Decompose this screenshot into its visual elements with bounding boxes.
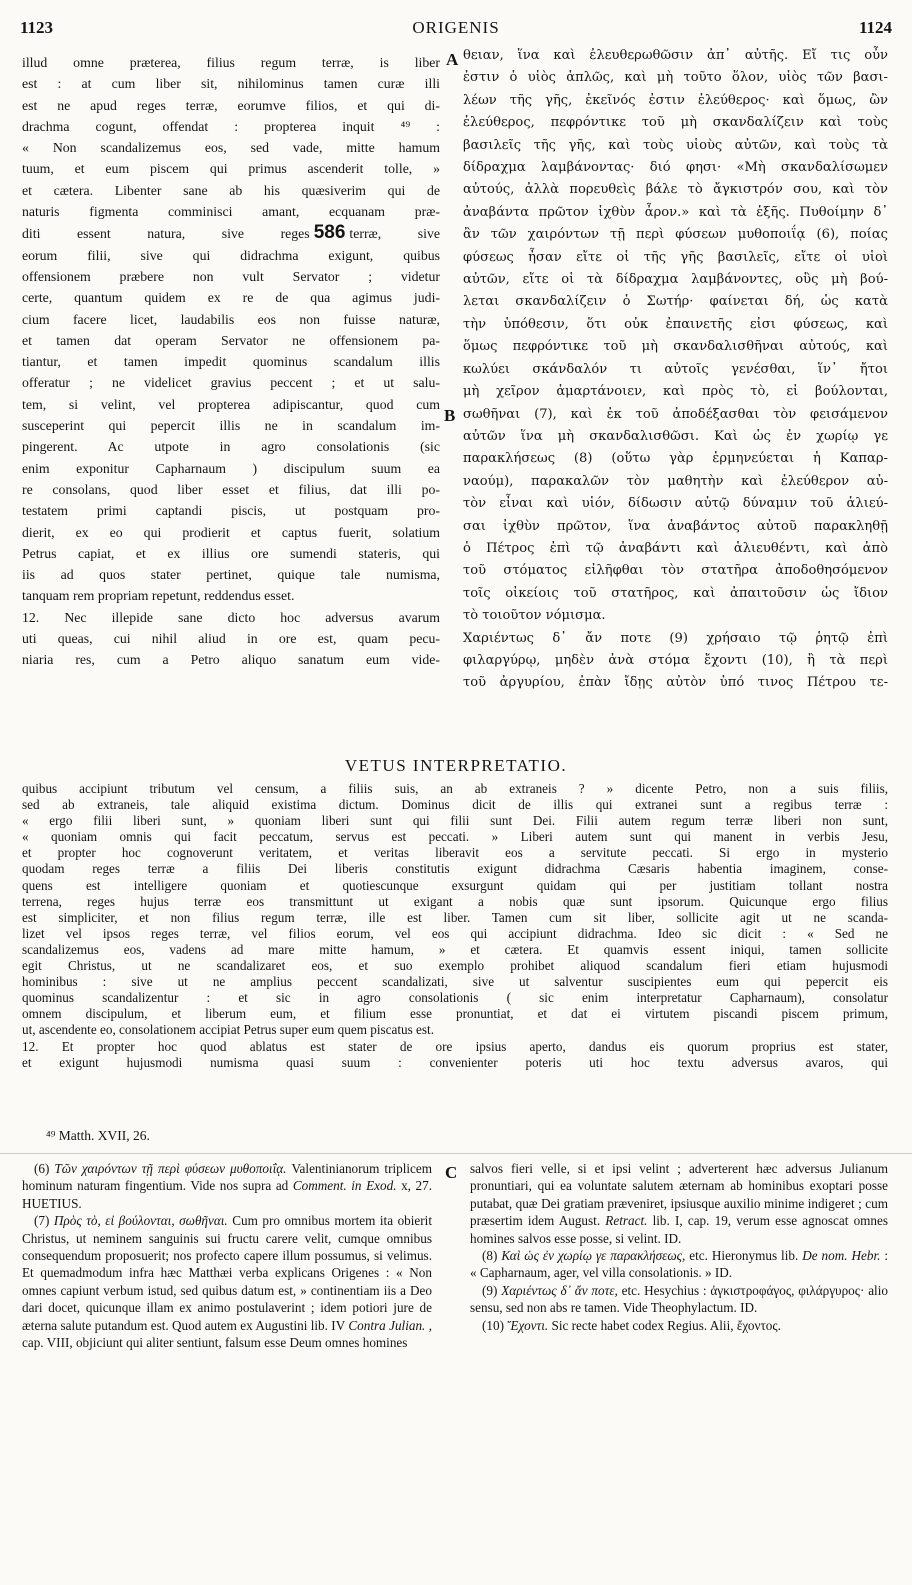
vetus-line: omnem discipulum, et liberum eum, et filium esse pronuntiat, et dat ei virtutem piscandi piscem primum,	[22, 1006, 888, 1022]
latin-line: cium facere licet, laudabilis eos non fuisse naturæ,	[22, 311, 440, 327]
greek-line: ἀναβάντα πρῶτον ἰχθὺν ἆρον.» καὶ τὰ ἑξῆς. Πυθοίμην δ᾽	[463, 204, 888, 220]
vetus-line: et exigunt hujusmodi numisma quasi suum : convenienter poteris uti hoc textu adversus avaros, qui	[22, 1054, 888, 1070]
latin-translation-column	[22, 52, 440, 671]
note-italic: Καὶ ὡς ἐν χωρίῳ γε παρακλήσεως,	[501, 1248, 686, 1264]
greek-line: σωθῆναι (7), καὶ ἐκ τοῦ ἀποδέξασθαι τὸν φεισάμενον	[463, 406, 888, 422]
greek-line: αὐτῶν ἵνα μὴ σκανδαλισθῶσι. Καὶ ὡς ἐν χωρίῳ γε	[463, 428, 888, 444]
greek-line: ἐστιν ὁ υἱὸς ἁπλῶς, καὶ μὴ τοῦτο ὅλον, υἱὸς τῶν βασι-	[463, 70, 888, 86]
editorial-note	[22, 1212, 432, 1351]
note-italic: Ἔχοντι.	[507, 1317, 549, 1333]
vetus-line: quodam reges terræ a filiis Dei liberis constitutis exigunt didrachma Cæsaris habentia imaginem, conse-	[22, 861, 888, 877]
greek-line: λεται σκανδαλίζειν ὁ Σωτήρ· φαίνεται δή, ὡς κατὰ	[463, 294, 888, 310]
note-italic2: Comment. in Exod.	[292, 1178, 397, 1194]
right-column-number: 1124	[858, 18, 892, 37]
vetus-line: quibus accipiunt tributum vel censum, a filiis suis, an ab extraneis ? » dicente Petro, non a suis filiis,	[22, 781, 888, 796]
inline-column-number: 586	[313, 222, 346, 244]
running-title: ORIGENIS	[412, 18, 500, 37]
latin-line: re consolans, quod liber esset et filius, dat illi po-	[22, 481, 440, 497]
divider-rule	[0, 1153, 912, 1154]
note-text2: : « Capharnaum, ager, vel villa consolationis. » ID.	[470, 1248, 889, 1281]
greek-line: αὐτούς, ἀλλὰ πορευθεὶς βάλε τὸ ἄγκιστρόν σου, καὶ τὸν	[463, 182, 888, 198]
latin-line: uti queas, cui nihil aliud in ore est, quam pecu-	[22, 631, 440, 647]
vetus-line: sed ab extraneis, tale aliquid existima dictum. Dominus dicit de illis qui extranei sunt a regibus terræ :	[22, 797, 888, 813]
note-label: (10)	[482, 1317, 504, 1333]
vetus-line: et propter hoc cognoverunt veritatem, et veritas liberavit eos a servitute peccati. Si ergo in mysterio	[22, 845, 888, 861]
latin-line: tuum, et eum piscem qui primus ascenderit tolle, »	[22, 161, 440, 177]
greek-line: κωλύει σκάνδαλόν τι αὐτοῖς γενέσθαι, ἵν᾽ ἤτοι	[463, 361, 888, 377]
greek-line: τὸ τοιοῦτον νόμισμα.	[463, 608, 606, 624]
greek-line: τοῦ ἀργυρίου, ἐπὰν ἴδῃς αὐτὸν ὑπό τινος Πέτρου τε-	[463, 675, 888, 691]
notes-left-column	[22, 1160, 432, 1351]
greek-line: φιλαργύρῳ, μηδὲν ἀνὰ στόμα ἔχοντι (10), ἢ τὰ περὶ	[463, 652, 888, 668]
text-line-with-column-number	[22, 222, 440, 244]
note-text: etc. Hieronymus lib.	[689, 1248, 799, 1264]
note-italic: Πρὸς τὸ, εἰ βούλονται, σωθῆναι.	[53, 1213, 228, 1229]
greek-line: τοῦ στόματος εἰλῆφθαι τὸν στατῆρα ἀποδοθησόμενον	[463, 563, 888, 579]
greek-line: μὴ χεῖρον ἁμαρτάνοιεν, καὶ πρὸς τὸ, εἰ βούλονται,	[463, 384, 888, 400]
greek-line: ὅμως πεφρόντικε τοῦ μὴ σκανδαλισθῆναι αὐτούς, καὶ	[463, 339, 888, 355]
vetus-line: hominibus : sive ut ne amplius peccent scandalizati, sive ut salventur suscipientes eum qui pepercit eis	[22, 974, 888, 990]
note-text: Sic recte habet codex Regius. Alii, ἔχοντος.	[551, 1317, 781, 1333]
latin-line: niaria res, cum a Petro aliquo sanatum eum vide-	[22, 652, 440, 668]
latin-line: certe, quantum quidem ex re de qua agimus judi-	[22, 290, 440, 306]
greek-line: ἐλεύθερος, πεφρόντικε τοῦ μὴ σκανδαλίζειν καὶ τοὺς	[463, 115, 888, 131]
section-marker-b: B	[444, 406, 456, 425]
section-marker-a: A	[446, 50, 459, 69]
note-label: (8)	[482, 1248, 498, 1264]
greek-line: δίδραχμα λαμβάνοντας· διό φησι· «Μὴ σκανδαλίσωμεν	[463, 160, 888, 176]
note-label: (7)	[34, 1213, 50, 1229]
vetus-line: lizet vel ipsos reges terræ, vel filios eorum, vel eos qui accipiunt didrachma. Ideo sic dicit : « Sed ne	[22, 925, 888, 941]
greek-line: παρακλήσεως (8) (οὕτω γὰρ ἑρμηνεύεται ἡ Καπαρ-	[463, 451, 888, 467]
latin-line: susceperint qui pepercit illis ne in scandalum im-	[22, 418, 440, 434]
latin-line: offeratur ; ne videlicet gravius peccent ; et ut salu-	[22, 375, 440, 391]
editorial-note	[470, 1282, 888, 1317]
latin-line: est : at cum liber sit, nihilominus tamen curæ illi	[22, 76, 440, 92]
greek-line: τὸν εἶναι καὶ υἱόν, δίδωσιν αὐτῷ δύναμιν τοῦ ἁλιεύ-	[463, 496, 888, 512]
latin-line: illud omne præterea, filius regum terræ, is liber	[22, 55, 440, 70]
note-label: (6)	[34, 1161, 50, 1176]
editorial-note	[470, 1317, 888, 1334]
note-text: Valentinianorum triplicem hominum naturam fingentium. Vide nos supra ad	[22, 1161, 433, 1194]
editorial-note	[470, 1247, 888, 1282]
note-text: salvos fieri velle, si et ipsi velint ; adverterent hæc adversus Julianum pronuntiari, qui ea voluntate salutem æternam ab hominibus exoptari posse putabat, quæ Dei gratiam præveniret, ipsiusque auxilio minime indigeret ; cum præsertim idem August.	[470, 1161, 888, 1229]
note-italic: Τῶν χαιρόντων τῇ περὶ φύσεων μυθοποιΐᾳ.	[54, 1161, 287, 1176]
latin-line: Petrus capiat, et ex illius ore sumendi stateris, qui	[22, 545, 440, 561]
note-italic: Χαριέντως δ᾽ ἄν ποτε,	[501, 1282, 618, 1298]
greek-line: φύσεως ἦσαν εἴτε οἱ τῆς γῆς βασιλεῖς, εἴτε οἱ υἱοὶ	[463, 249, 888, 265]
note-italic2: Retract.	[605, 1213, 648, 1229]
greek-line: τὴν ὑπόθεσιν, ὅτι οὐκ ἐπαινετῆς εἰσι φύσεως, καὶ	[463, 316, 888, 332]
latin-line: naturis figmenta comminisci amant, ecquanam præ-	[22, 204, 440, 220]
greek-line: ἂν τῶν χαιρόντων τῇ περὶ φύσεων μυθοποιΐᾳ (6), ποίας	[463, 227, 888, 243]
latin-line: tiantur, et tamen impedit quominus scandalum illis	[22, 354, 440, 370]
latin-line: offensionem præbere non vult Servator ; videtur	[22, 268, 440, 284]
vetus-line: 12. Et propter hoc quod ablatus est stater de ore ipsius aperto, dandus eis quorum proprius est stater,	[22, 1038, 888, 1054]
text-fragment: diti essent natura, sive reges	[22, 226, 310, 242]
latin-line: et tamen dat operam Servator ne offensionem pa-	[22, 332, 440, 348]
greek-line: λέων τῆς γῆς, ἐκεῖνός ἐστιν ἐλεύθερος· καὶ ὅμως, ὢν	[463, 92, 888, 108]
latin-line: est ne apud reges terræ, eorumve filios, et qui di-	[22, 97, 440, 113]
greek-line: σαι ἰχθὺν πρῶτον, ἵνα ἀναβάντος αὐτοῦ παρακληθῇ	[463, 518, 888, 534]
vetus-line: est simpliciter, et non filius regum terræ, ille est liber. Tamen cum sit liber, sollicite agit ut ne scanda-	[22, 909, 888, 925]
vetus-interpretatio-heading: VETUS INTERPRETATIO.	[344, 756, 568, 775]
latin-line: testatem primi captandi piscis, ut postquam pro-	[22, 503, 440, 519]
latin-line: et cætera. Libenter sane ab his quæsiverim qui de	[22, 182, 440, 198]
note-text2: x, 27. HUETIUS.	[22, 1178, 433, 1211]
greek-line: θειαν, ἵνα καὶ ἐλευθερωθῶσιν ἀπ᾽ αὐτῆς. Εἴ τις οὖν	[463, 48, 888, 63]
vetus-line: egit Christus, ut ne scandalizaret eos, et suo exemplo prohibet aliquod scandalum fieri etiam hujusmodi	[22, 958, 888, 974]
note-text: Cum pro omnibus mortem ita obierit Christus, ut neminem sanguinis sui fructu carere velit, cumque omnibus consequendum proposuerit; nos profecto capere illum possumus, si velimus. Et quemadmodum infra hæc Matthæi verba explicans Origenes : « Non omnes capiunt verbum istud, sed quibus datum est, » continentiam iis a Deo dari docet, quicunque illam ex animo postulaverint ; idem potiori jure de æterna salute putandum est. Quod autem ex Augustini lib. IV	[22, 1213, 432, 1333]
latin-line: iis ad quos stater pertinet, quique tale numisma,	[22, 567, 440, 583]
editorial-note	[22, 1160, 432, 1212]
vetus-line: « ergo filii liberi sunt, » quoniam liberi sunt qui filii sunt Dei. Filii autem regum terræ liberi non sunt,	[22, 813, 888, 829]
greek-line: ναούμ), παρακαλῶν τὸν μαθητὴν καὶ ἐλεύθερον αὐ-	[463, 473, 888, 489]
vetus-line: « quoniam omnis qui facit peccatum, servus est peccati. » Liberi autem sunt qui manent in verbis Jesu,	[22, 829, 888, 845]
note-text2: , cap. VIII, objiciunt qui aliter sentiunt, falsum esse Deum omnes homines	[22, 1317, 433, 1351]
note-italic2: Contra Julian.	[348, 1317, 426, 1333]
left-column-number: 1123	[20, 18, 54, 37]
vetus-line: quens est intelligere quoniam et quotiescunque exsurgunt quidam qui per justitiam tollant nostra	[22, 877, 888, 893]
latin-line: pingerent. Ac utpote in agro consolationis (sic	[22, 439, 440, 455]
latin-line: dierit, ex eo qui prodierit et captus fuerit, solatium	[22, 524, 440, 540]
vetus-line: quominus scandalizentur : et sic in agro consolationis ( sic enim interpretatur Capharnaum), consolatur	[22, 990, 888, 1006]
notes-right-column	[470, 1160, 888, 1334]
note-italic2: De nom. Hebr.	[802, 1248, 881, 1264]
note-label: (9)	[482, 1282, 498, 1298]
latin-line: tanquam rem propriam repetunt, reddendus esset.	[22, 588, 295, 604]
greek-line: βασιλεῖς τῆς γῆς, καὶ τοὺς υἱοὺς αὐτῶν, καὶ τοὺς τὰ	[463, 137, 888, 153]
greek-line: αὐτῶν, εἴτε οἱ τὰ δίδραχμα λαμβάνοντες, οὓς μὴ βού-	[463, 272, 888, 288]
vetus-line: terrena, reges hujus terræ eos transmittunt ut exigant a nobis quæ sunt ipsorum. Quicunque ergo filius	[22, 893, 888, 909]
greek-text-column	[463, 45, 888, 695]
latin-line: enim exponitur Capharnaum ) discipulum suum ea	[22, 460, 440, 476]
note-text2: lib. I, cap. 19, verum esse agnoscat omnes homines salvos esse posse, si velint. ID.	[470, 1213, 888, 1246]
greek-line: τοῖς οἰκείοις τοῦ στατῆρος, καὶ ἀπαιτοῦσιν ὡς ἴδιον	[463, 585, 888, 601]
greek-line: ὁ Πέτρος ἐπὶ τῷ ἀναβάντι καὶ ἁλιευθέντι, καὶ ἀπὸ	[463, 540, 888, 556]
text-fragment: terræ, sive	[349, 226, 440, 242]
vetus-line: scandalizemus eos, vadens ad mare mitte hamum, » et cætera. Et quamvis essent iniqui, tamen sollicite	[22, 941, 888, 957]
latin-line: eorum filii, sive qui didrachma exigunt, quibus	[22, 247, 440, 263]
latin-line: drachma cogunt, offendat : propterea inquit ⁴⁹ :	[22, 118, 440, 134]
vetus-interpretatio-text	[22, 781, 888, 1071]
editorial-note	[470, 1160, 888, 1247]
scripture-footnote: ⁴⁹ Matth. XVII, 26.	[46, 1128, 150, 1143]
note-text: etc. Hesychius : ἀγκιστροφάγος, φιλάργυρος· alio sensu, sed non abs re tamen. Vide Theophylactum. ID.	[470, 1282, 888, 1316]
greek-line: Χαριέντως δ᾽ ἄν ποτε (9) χρήσαιο τῷ ῥητῷ ἐπὶ	[463, 630, 888, 646]
vetus-line: ut, ascendente eo, consolationem accipiat Petrus super eum quem piscatus est.	[22, 1022, 434, 1038]
section-marker-c: C	[445, 1163, 458, 1182]
latin-line: « Non scandalizemus eos, sed vade, mitte hamum	[22, 140, 440, 156]
latin-line: 12. Nec illepide sane dicto hoc adversus avarum	[22, 609, 440, 625]
latin-line: tem, si velint, vel propterea adipiscantur, quod cum	[22, 396, 440, 412]
